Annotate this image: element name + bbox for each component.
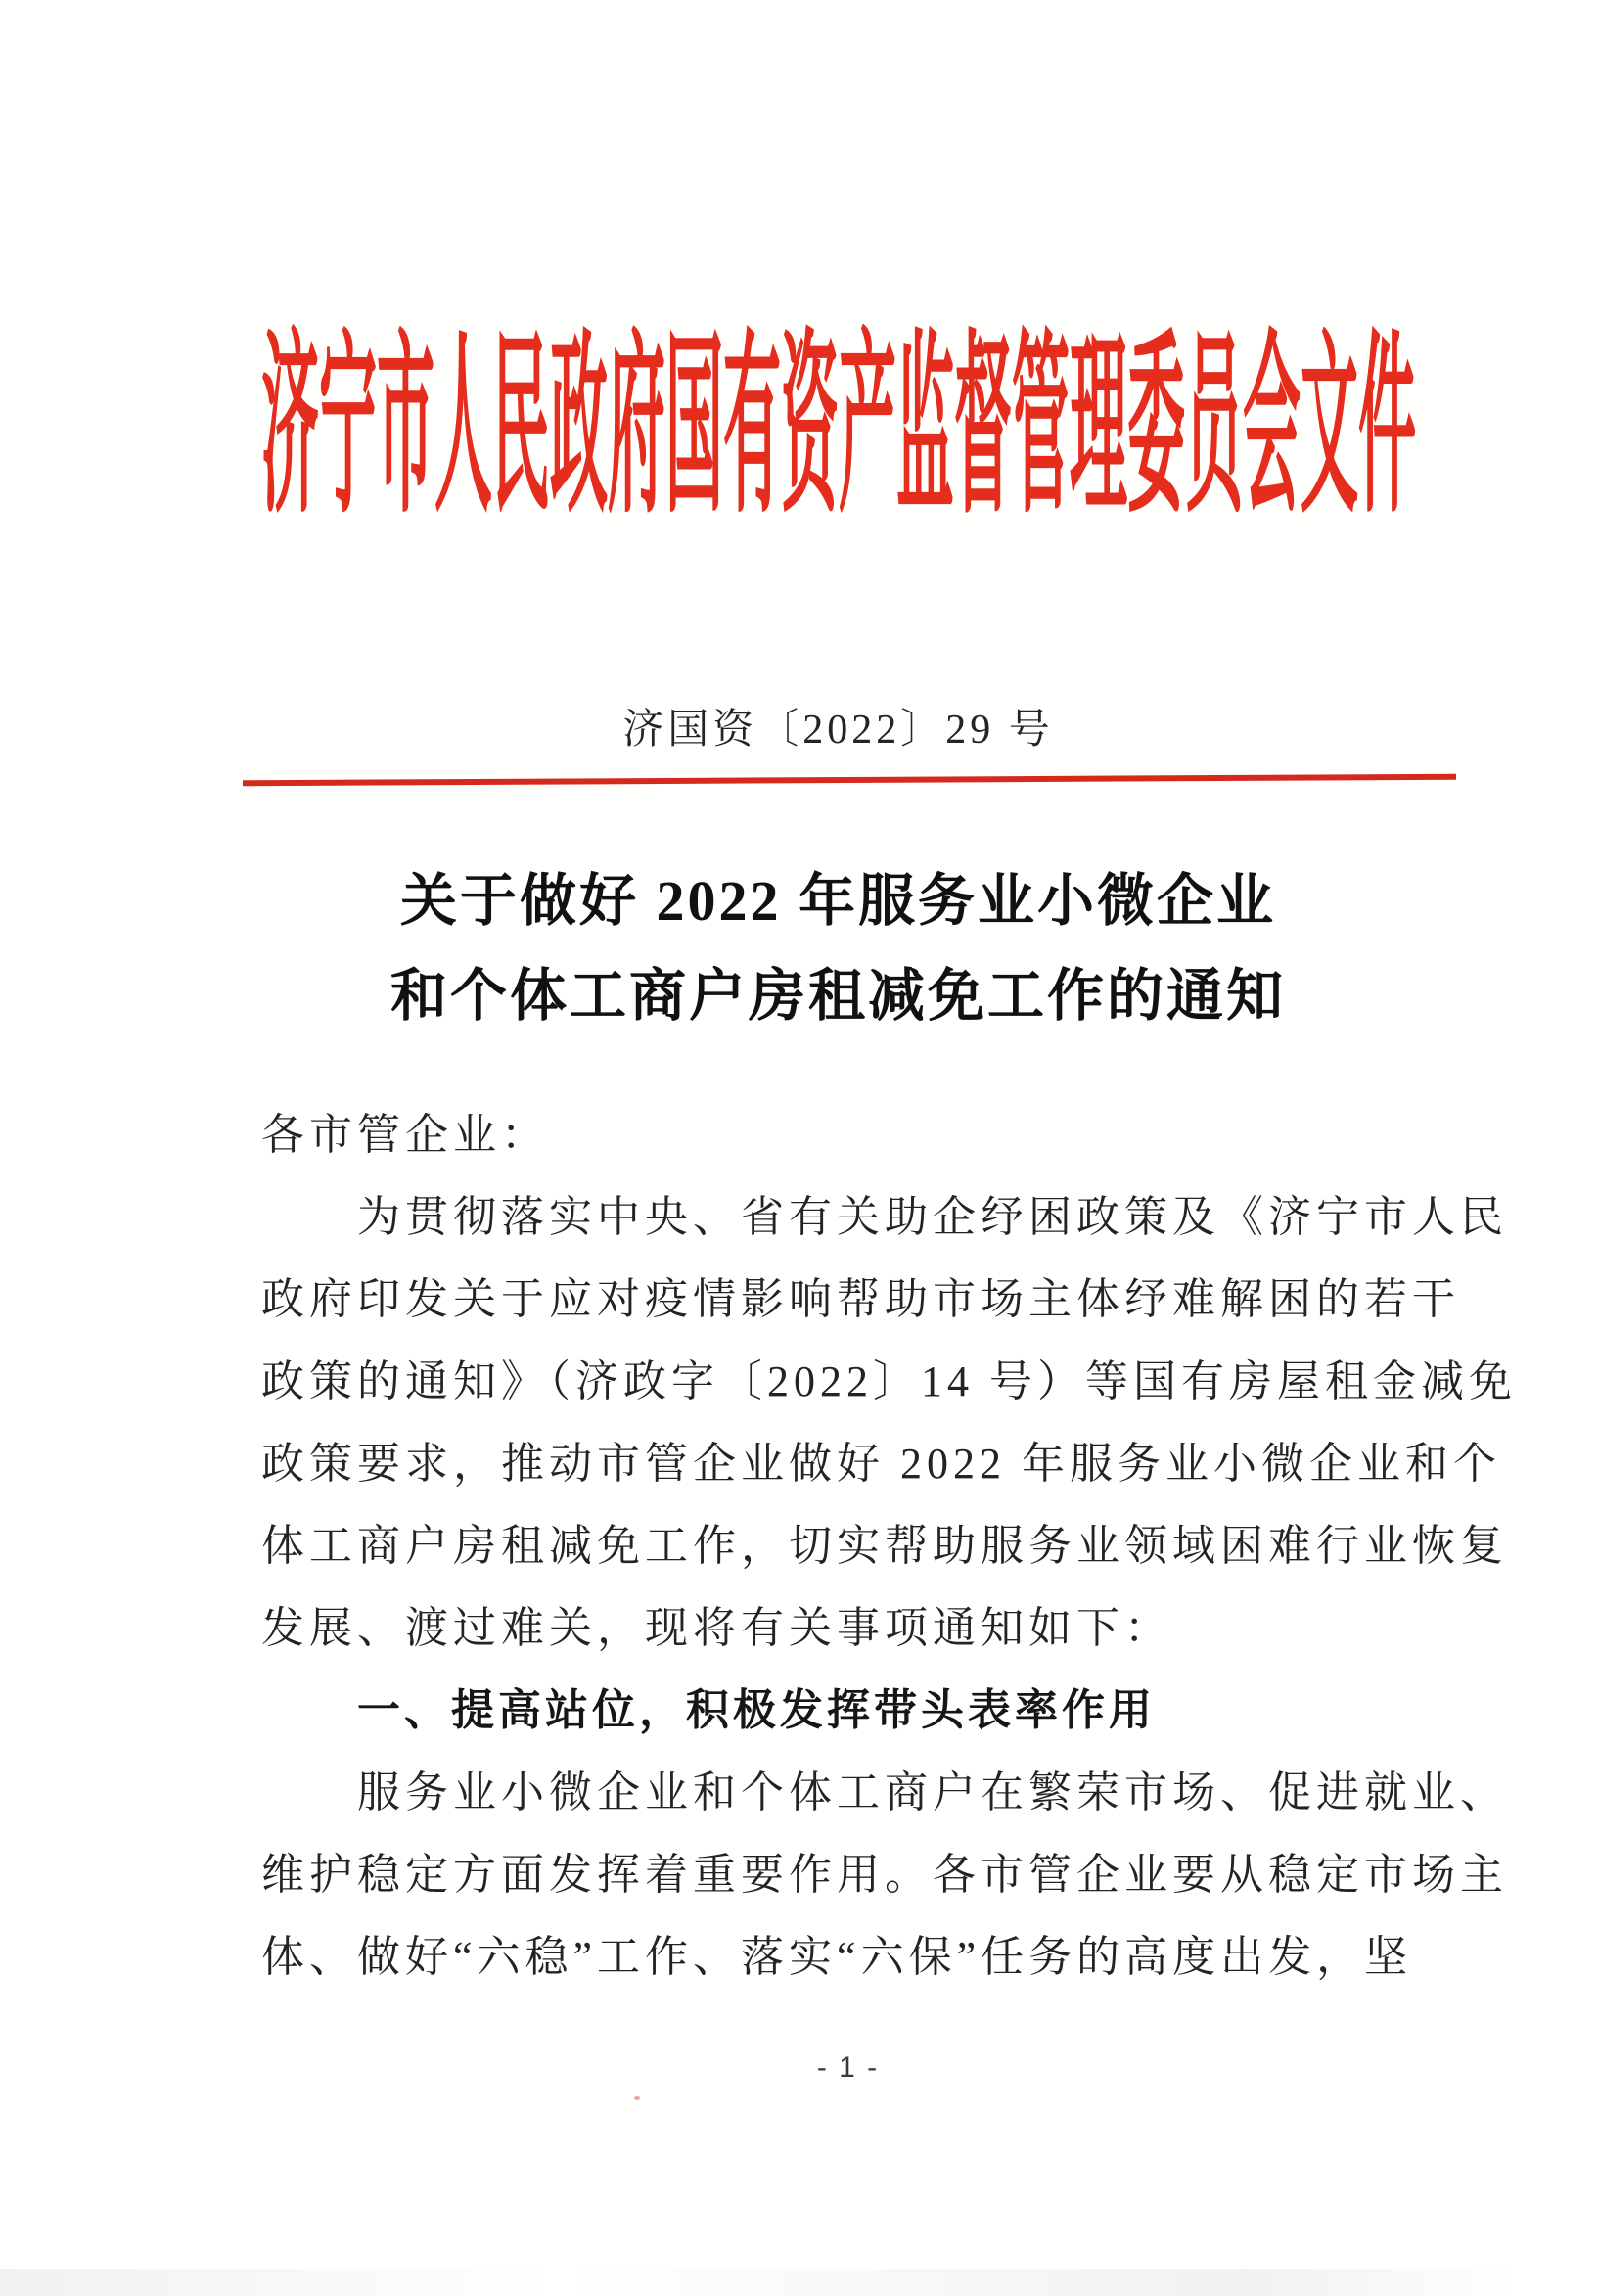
title-line-1: 关于做好 2022 年服务业小微企业	[399, 869, 1276, 933]
red-divider-line	[243, 774, 1456, 786]
scan-edge-smudge	[0, 2269, 1598, 2296]
body-line: 维护稳定方面发挥着重要作用。各市管企业要从稳定市场主	[261, 1851, 1508, 1899]
document-title	[39, 853, 1598, 1043]
document-number: 济国资〔2022〕29 号	[622, 708, 1054, 753]
issuer-banner	[39, 320, 1598, 536]
page-number: - 1 -	[816, 2051, 880, 2084]
body-line: 体、做好“六稳”工作、落实“六保”任务的高度出发，坚	[261, 1933, 1413, 1981]
body-line: 政府印发关于应对疫情影响帮助市场主体纾难解困的若干	[261, 1275, 1460, 1323]
document-body	[261, 1094, 1517, 1998]
body-line: 政策要求，推动市管企业做好 2022 年服务业小微企业和个	[261, 1440, 1501, 1488]
body-line: 政策的通知》（济政字〔2022〕14 号）等国有房屋租金减免	[261, 1357, 1517, 1405]
body-line: 服务业小微企业和个体工商户在繁荣市场、促进就业、	[357, 1768, 1508, 1816]
body-line: 体工商户房租减免工作，切实帮助服务业领域困难行业恢复	[261, 1522, 1508, 1570]
title-line-2: 和个体工商户房租减免工作的通知	[389, 964, 1286, 1028]
salutation-line: 各市管企业：	[261, 1111, 549, 1159]
scan-artifact-dot	[634, 2096, 640, 2100]
body-line: 为贯彻落实中央、省有关助企纾困政策及《济宁市人民	[357, 1193, 1508, 1241]
body-line: 发展、渡过难关，现将有关事项通知如下：	[261, 1604, 1172, 1652]
section-heading: 一、提高站位，积极发挥带头表率作用	[357, 1686, 1156, 1734]
issuer-banner-text: 济宁市人民政府国有资产监督管理委员会文件	[260, 320, 1416, 536]
